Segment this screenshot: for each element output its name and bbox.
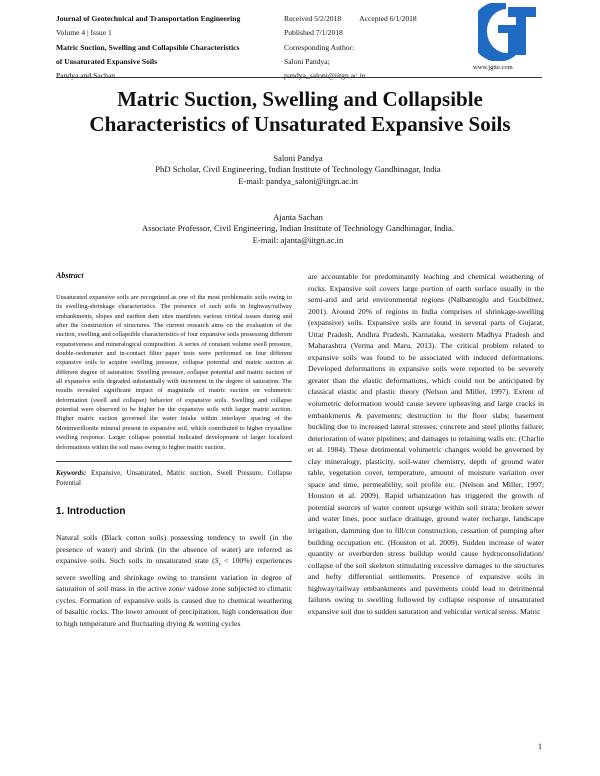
abstract-divider	[56, 461, 292, 462]
short-title-line-1: Matric Suction, Swelling and Collapsible Characteristics	[56, 42, 240, 52]
journal-url[interactable]: www.jgtte.com	[473, 64, 513, 71]
right-column	[308, 271, 544, 617]
abstract-text: Unsaturated expansive soils are recognized as one of the most problematic soils owing to its swelling-shrinkage characteristics. The presence of such soils in highway/railway embankments, slopes and earthen dam sites manifests various critical issues during and after the construction of structures. The current research aims on the evaluation of the suction, swelling and collapsible characteristics of four expansive soils possessing different expansiveness and mineralogical composition. A series of constant volume swell pressure, double-oedometer and in-contact filter paper tests were performed on four different expansive soils to acquire swelling pressure, collapse potential and matric suction at different degree of saturation. Swelling pressure, collapse potential and matric suction of all expansive soils degraded substantially with increment in the degree of saturation. The results revealed significant impact of magnitude of matric suction on volumetric deformation (swell and collapse) behavior of expansive soils. Swelling and collapse potential were observed to be higher for the expansive soils with larger matric suction. Higher matric suction governed the water intake within interlayer spacing of the Montmorillonite mineral present in expansive soil, which contributed to higher crystalline swelling response. Larger collapse potential indicated development of larger localized deformations within the soil mass owing to higher matric suction.	[56, 294, 292, 451]
abstract-heading: Abstract	[56, 271, 84, 280]
left-column	[56, 271, 292, 629]
corresponding-author-name: Saloni Pandya;	[284, 56, 330, 66]
keywords	[56, 468, 292, 488]
journal-logo	[478, 3, 538, 61]
received-date: Received 5/2/2018	[284, 14, 342, 23]
journal-name: Journal of Geotechnical and Transportation Engineering	[56, 14, 241, 23]
intro-paragraph-continued: are accountable for predominantly leaching and chemical weathering of rocks. Expansive soil covers large portion of earth surface usually in the semi-arid and arid environmental regions (Nalbantoglu and Gucbilmez, 2001). Around 20% of regions in India comprises of shrinkage-swelling (expansive) soils. Expansive soils are found in several parts of Gujarat, Uttar Pradesh, Andhra Pradesh, Karnataka, western Madhya Pradesh and Maharashtra (Verma and Maru, 2013). The critical problem related to expansive soils was found to be associated with induced deformations. Developed deformations in expansive soils were reported to be severely greater than the elastic deformations, which could not be anticipated by classical elastic and plastic theory (Nelson and Miller, 1997). Extent of volumetric deformation would cause severe upheaving and large cracks in embankments & pavements; destruction to the floor slabs; basement buckling due to increased lateral stresses; concrete and steel plinths failure; deterioration of water pipelines; and damages to retaining walls etc. (Charlie et al. 1984). These detrimental volumetric changes would be governed by clay mineralogy, plasticity, soil-water chemistry, depth of ground water table, vegetation cover, temperature, amount of moisture variation over space and time, permeability, soil profile etc. (Nelson and Miller, 1997; Houston et al. 2009). Rapid urbanization has triggered the growth of potential sources of water content upsurge within soil strata; broken sewer and water lines, poor surface drainage, ground water recharge, landscape irrigation, damming due to fill/cut construction, cessation of pumping after building occupation etc. (Houston et al. 2009). Sudden increase of water quantity or overburden stress buildup would cause hydroconsolidation/ collapse of the soil skeleton stimulating excessive damages to the structures and hefty differential settlements. Presence of expansive soils in highway/railway embankments and pavements could lead to detrimental failures owing to swelling followed by collapse response of unsaturated expansive soil due to sudden saturation and vehicular vertical stress. Matric	[308, 272, 544, 616]
author-email[interactable]: E-mail: ajanta@iitgn.ac.in	[252, 234, 344, 245]
author-email[interactable]: E-mail: pandya_saloni@iitgn.ac.in	[238, 175, 358, 186]
author-affiliation: Associate Professor, Civil Engineering, Indian Institute of Technology Gandhinagar, India.	[142, 223, 454, 234]
keywords-text: Expansive, Unsaturated, Matric suction, Swell Pressure, Collapse Potential	[56, 468, 292, 487]
corresponding-author-label: Corresponding Author:	[284, 42, 355, 52]
running-header-right	[284, 12, 417, 83]
paper-title-line-1: Matric Suction, Swelling and Collapsible	[117, 87, 483, 111]
author-block-1	[56, 153, 540, 187]
paper-title	[40, 87, 560, 137]
section-heading: 1. Introduction	[56, 505, 126, 517]
author-name: Ajanta Sachan	[273, 212, 323, 222]
author-affiliation: PhD Scholar, Civil Engineering, Indian Institute of Technology Gandhinagar, India	[155, 164, 441, 175]
running-header-left	[56, 12, 240, 83]
header-divider	[56, 77, 542, 78]
short-authors: Pandya and Sachan	[56, 71, 116, 81]
volume-issue: Volume 4 | Issue 1	[56, 28, 112, 38]
keywords-label: Keywords:	[56, 468, 87, 477]
page-number: 1	[538, 742, 542, 751]
short-title-line-2: of Unsaturated Expansive Soils	[56, 56, 158, 66]
accepted-date: Accepted 6/1/2018	[359, 14, 417, 23]
author-block-2	[56, 212, 540, 246]
author-name: Saloni Pandya	[273, 153, 323, 163]
corresponding-author-email[interactable]: pandya_saloni@iitgn.ac.in	[284, 71, 366, 81]
paper-title-line-2: Characteristics of Unsaturated Expansive Soils	[89, 112, 511, 136]
published-date: Published 7/1/2018	[284, 28, 343, 38]
intro-paragraph: Natural soils (Black cotton soils) possessing tendency to swell (in the presence of water) and shrink (in the absence of water) are referred as expansive soils. Such soils in unsaturated state $(S_r < 100\%)$ experiences severe swelling and shrinkage owing to transient variation in degree of saturation of soil mass in the active zone/ vadose zone subjected to climatic cycles. Formation of expansive soils is caused due to chemical weathering of basaltic rocks. The lower amount of precipitation, high condensation due to high temperature and fluctuating drying & wetting cycles	[56, 533, 292, 628]
